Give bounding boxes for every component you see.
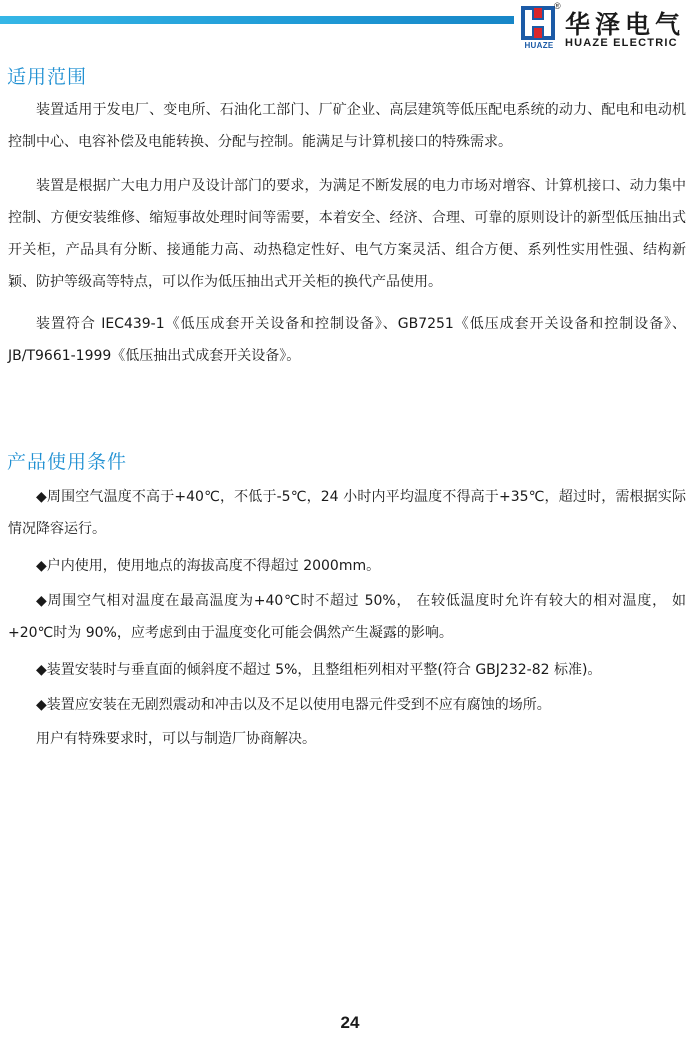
condition-item-5: ◆装置应安装在无剧烈震动和冲击以及不足以使用电器元件受到不应有腐蚀的场所。 [36, 697, 551, 713]
condition-item-4: ◆装置安装时与垂直面的倾斜度不超过 5%，且整组柜列相对平整(符合 GBJ232-82 标准)。 [36, 662, 602, 678]
scope-paragraph-3: 装置符合 IEC439-1《低压成套开关设备和控制设备》、GB7251《低压成套开关设备和控制设备》、JB/T9661-1999《低压抽出式成套开关设备》。 [8, 316, 686, 364]
logo-mark-caption: HUAZE [524, 41, 554, 50]
scope-paragraph-2: 装置是根据广大电力用户及设计部门的要求，为满足不断发展的电力市场对增容、计算机接口、动力集中控制、方便安装维修、缩短事故处理时间等需要，本着安全、经济、合理、可靠的原则设计的新型低压抽出式开关柜，产品具有分断、接通能力高、动热稳定性好、电气方案灵活、组合方便、系列性实用性强、结构新颖、防护等级高等特点，可以作为低压抽出式开关柜的换代产品使用。 [8, 178, 686, 290]
section-title-scope: 适用范围 [7, 66, 88, 88]
brand-name-en: HUAZE ELECTRIC [565, 37, 678, 49]
huaze-logo-icon [521, 6, 555, 40]
special-requirements-note: 用户有特殊要求时，可以与制造厂协商解决。 [36, 731, 316, 747]
condition-item-2: ◆户内使用，使用地点的海拔高度不得超过 2000mm。 [36, 558, 381, 574]
brand-name-cn: 华泽电气 [565, 10, 686, 39]
brand-logo [521, 1, 696, 50]
section-title-conditions: 产品使用条件 [7, 451, 128, 473]
condition-item-1: ◆周围空气温度不高于+40℃，不低于-5℃，24 小时内平均温度不得高于+35℃，超过时，需根据实际情况降容运行。 [8, 489, 686, 537]
header-accent-bar [0, 16, 514, 24]
registered-mark: ® [554, 1, 561, 11]
scope-paragraph-1: 装置适用于发电厂、变电所、石油化工部门、厂矿企业、高层建筑等低压配电系统的动力、配电和电动机控制中心、电容补偿及电能转换、分配与控制。能满足与计算机接口的特殊需求。 [8, 102, 686, 150]
condition-item-3: ◆周围空气相对温度在最高温度为+40℃时不超过 50%， 在较低温度时允许有较大的相对温度， 如+20℃时为 90%，应考虑到由于温度变化可能会偶然产生凝露的影响。 [8, 593, 686, 641]
page-number: 24 [340, 1013, 360, 1032]
